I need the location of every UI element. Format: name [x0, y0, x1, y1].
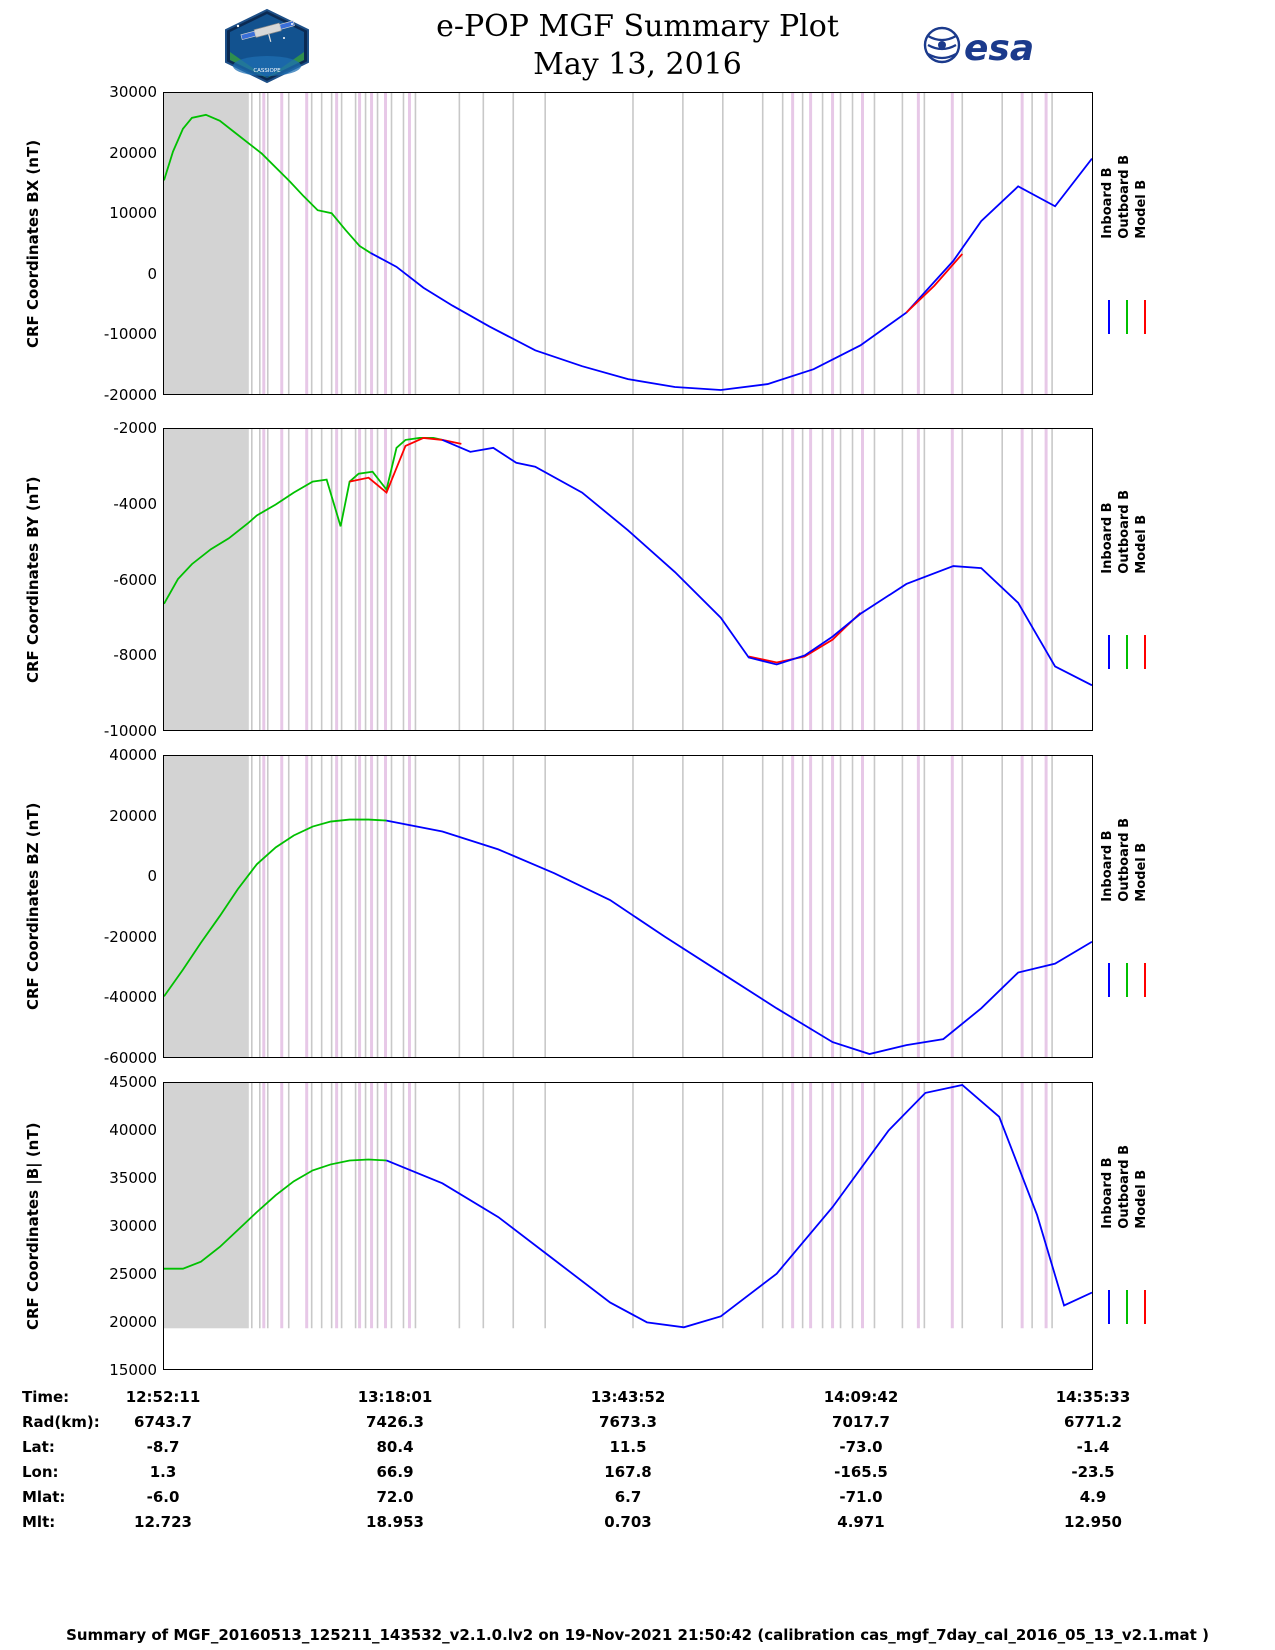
- legend-label-model: Model B: [1134, 842, 1149, 902]
- xaxis-value: -165.5: [834, 1463, 888, 1481]
- panel-by-ylabel: CRF Coordinates BY (nT): [24, 476, 42, 683]
- xaxis-value: 13:18:01: [357, 1388, 433, 1406]
- xaxis-value: 72.0: [376, 1488, 414, 1506]
- xaxis-value: 0.703: [604, 1513, 652, 1531]
- legend-swatch-model: [1144, 300, 1146, 334]
- ytick: 40000: [109, 746, 157, 764]
- ytick: 25000: [109, 1265, 157, 1283]
- xaxis-value: 14:35:33: [1055, 1388, 1131, 1406]
- xaxis-value: 80.4: [376, 1438, 414, 1456]
- legend-label-inboard: Inboard B: [1100, 167, 1115, 239]
- panel-bmag-legend: [1100, 1145, 1149, 1275]
- xaxis-value: -6.0: [146, 1488, 180, 1506]
- ytick: 10000: [109, 204, 157, 223]
- xaxis-value: -23.5: [1071, 1463, 1115, 1481]
- xaxis-row-label: Mlat:: [22, 1488, 66, 1506]
- footer-caption: Summary of MGF_20160513_125211_143532_v2.1.0.lv2 on 19-Nov-2021 21:50:42 (calibration cas_mgf_7day_cal_2016_05_13_v2.1.mat ): [66, 1626, 1209, 1644]
- esa-logo: [920, 22, 1050, 68]
- xaxis-row-lon: [0, 1463, 1275, 1488]
- legend-swatch-inboard: [1108, 635, 1110, 669]
- xaxis-row-label: Lon:: [22, 1463, 59, 1481]
- ytick: 20000: [109, 1313, 157, 1331]
- xaxis-row-mlt: [0, 1513, 1275, 1538]
- xaxis-row-label: Rad(km):: [22, 1413, 100, 1431]
- xaxis-value: 6743.7: [134, 1413, 192, 1431]
- xaxis-row-label: Lat:: [22, 1438, 55, 1456]
- page-title: [0, 8, 1275, 84]
- series-inboard-b: [387, 1085, 1092, 1327]
- legend-swatch-inboard: [1108, 963, 1110, 997]
- legend-swatch-inboard: [1108, 1290, 1110, 1324]
- xaxis-row-time: [0, 1388, 1275, 1413]
- panel-bz: [163, 755, 1093, 1058]
- xaxis-value: -71.0: [839, 1488, 883, 1506]
- ytick: -2000: [113, 419, 157, 437]
- xaxis-row-label: Time:: [22, 1388, 70, 1406]
- xaxis-value: 13:43:52: [590, 1388, 666, 1406]
- ytick: -8000: [113, 646, 157, 665]
- legend-label-outboard: Outboard B: [1117, 818, 1132, 902]
- title-line-1: e-POP MGF Summary Plot: [436, 9, 839, 44]
- legend-swatch-outboard: [1126, 635, 1128, 669]
- svg-text:CASSIOPE: CASSIOPE: [253, 68, 281, 74]
- xaxis-value: -73.0: [839, 1438, 883, 1456]
- ytick: 30000: [109, 83, 157, 101]
- legend-label-model: Model B: [1134, 514, 1149, 574]
- xaxis-value: 7017.7: [832, 1413, 890, 1431]
- ytick: 15000: [109, 1361, 157, 1379]
- panel-by: [163, 428, 1093, 731]
- ytick: 0: [147, 867, 157, 886]
- cassiope-epop-mission-patch-icon: [222, 8, 312, 84]
- series-inboard-b: [371, 159, 1092, 390]
- ytick: -20000: [103, 386, 157, 404]
- legend-swatch-model: [1144, 963, 1146, 997]
- xaxis-value: 11.5: [609, 1438, 647, 1456]
- panel-bz-legend: [1100, 818, 1149, 948]
- xaxis-value: -8.7: [146, 1438, 180, 1456]
- ytick: 0: [147, 264, 157, 283]
- legend-swatch-inboard: [1108, 300, 1110, 334]
- legend-label-outboard: Outboard B: [1117, 490, 1132, 574]
- xaxis-value: 167.8: [604, 1463, 652, 1481]
- xaxis-value: 12.723: [134, 1513, 192, 1531]
- xaxis-row-rad: [0, 1413, 1275, 1438]
- legend-label-model: Model B: [1134, 1169, 1149, 1229]
- xaxis-row-mlat: [0, 1488, 1275, 1513]
- xaxis-value: -1.4: [1076, 1438, 1110, 1456]
- xaxis-value: 6771.2: [1064, 1413, 1122, 1431]
- xaxis-value: 66.9: [376, 1463, 414, 1481]
- ytick: -40000: [103, 988, 157, 1007]
- xaxis-value: 12:52:11: [125, 1388, 201, 1406]
- panel-bmag-ylabel: CRF Coordinates |B| (nT): [24, 1122, 42, 1330]
- legend-label-model: Model B: [1134, 179, 1149, 239]
- ytick: -10000: [103, 325, 157, 344]
- legend-swatch-outboard: [1126, 1290, 1128, 1324]
- legend-label-inboard: Inboard B: [1100, 830, 1115, 902]
- panel-bx-ylabel: CRF Coordinates BX (nT): [24, 139, 42, 348]
- panel-bx: [163, 92, 1093, 395]
- xaxis-table: [0, 1388, 1275, 1538]
- xaxis-value: 6.7: [614, 1488, 642, 1506]
- legend-swatch-outboard: [1126, 300, 1128, 334]
- xaxis-value: 4.9: [1079, 1488, 1107, 1506]
- ytick: -10000: [103, 722, 157, 740]
- legend-swatch-model: [1144, 635, 1146, 669]
- legend-label-inboard: Inboard B: [1100, 502, 1115, 574]
- legend-label-outboard: Outboard B: [1117, 155, 1132, 239]
- panel-by-legend: [1100, 490, 1149, 620]
- xaxis-value: 4.971: [837, 1513, 885, 1531]
- xaxis-value: 1.3: [149, 1463, 177, 1481]
- ytick: 35000: [109, 1169, 157, 1187]
- ytick: 40000: [109, 1121, 157, 1139]
- panel-bmag: [163, 1082, 1093, 1370]
- ytick: 20000: [109, 806, 157, 825]
- panel-bz-ylabel: CRF Coordinates BZ (nT): [24, 802, 42, 1011]
- ytick: 30000: [109, 1217, 157, 1235]
- panel-bx-legend: [1100, 155, 1149, 285]
- legend-label-outboard: Outboard B: [1117, 1145, 1132, 1229]
- svg-text:esa: esa: [964, 28, 1035, 68]
- legend-swatch-model: [1144, 1290, 1146, 1324]
- xaxis-value: 7673.3: [599, 1413, 657, 1431]
- xaxis-value: 12.950: [1064, 1513, 1122, 1531]
- xaxis-value: 18.953: [366, 1513, 424, 1531]
- ytick: -60000: [103, 1049, 157, 1067]
- legend-label-inboard: Inboard B: [1100, 1157, 1115, 1229]
- series-inboard-b: [442, 440, 1092, 685]
- series-inboard-b: [387, 821, 1092, 1054]
- series-model-b: [906, 254, 962, 313]
- ytick: -20000: [103, 927, 157, 946]
- ytick: -6000: [113, 570, 157, 589]
- legend-swatch-outboard: [1126, 963, 1128, 997]
- xaxis-value: 14:09:42: [823, 1388, 899, 1406]
- ytick: -4000: [113, 494, 157, 513]
- xaxis-row-label: Mlt:: [22, 1513, 56, 1531]
- title-line-2: May 13, 2016: [533, 47, 742, 82]
- ytick: 45000: [109, 1073, 157, 1091]
- xaxis-row-lat: [0, 1438, 1275, 1463]
- ytick: 20000: [109, 143, 157, 162]
- xaxis-value: 7426.3: [366, 1413, 424, 1431]
